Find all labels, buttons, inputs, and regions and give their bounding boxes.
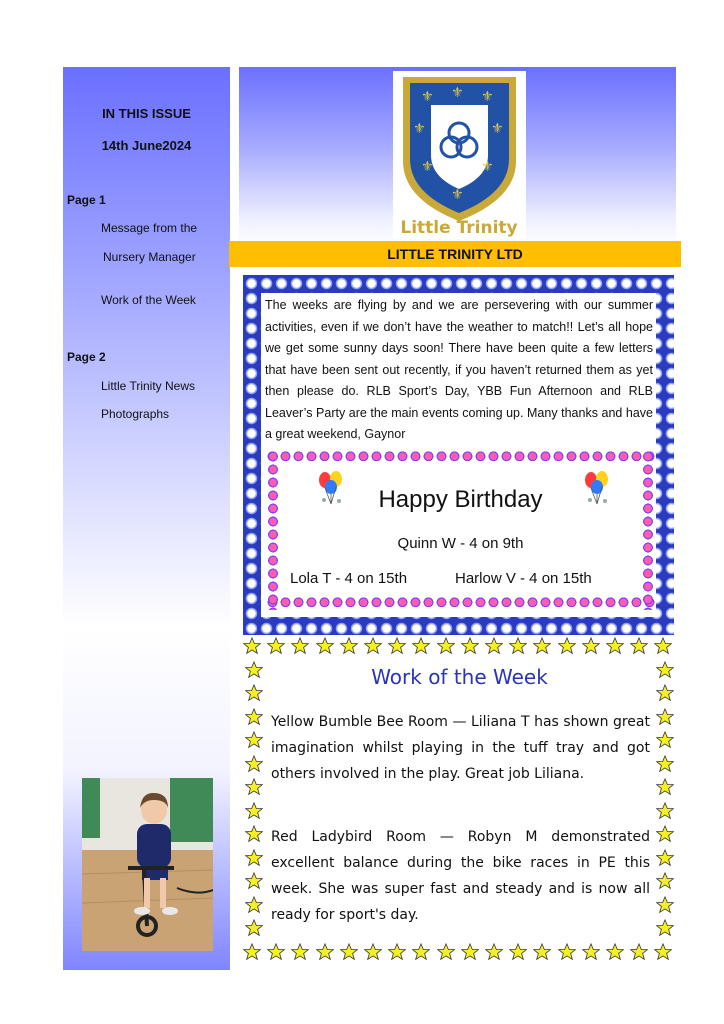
svg-text:⚜: ⚜ [481, 159, 494, 175]
star-icon [243, 943, 261, 961]
svg-text:⚜: ⚜ [451, 187, 464, 203]
svg-text:⚜: ⚜ [491, 121, 504, 137]
star-icon [656, 919, 674, 937]
work-entry: Yellow Bumble Bee Room — Liliana T has shown great imagination whilst playing in the tuff tray and got others involved in the play. Great job Liliana. [271, 714, 650, 782]
work-entry: Red Ladybird Room — Robyn M demonstrated excellent balance during the bike races in PE this week. She was super fast and steady and is now all ready for sport's day. [271, 829, 650, 923]
flower-border-left [266, 450, 280, 610]
star-icon [656, 849, 674, 867]
star-icon [267, 637, 285, 655]
issue-date: 14th June2024 [101, 138, 192, 153]
flower-border-bottom [266, 596, 655, 610]
sidebar [63, 67, 230, 970]
toc-page-1: Page 1 [67, 193, 106, 207]
birthday-entry: Harlow V - 4 on 15th [455, 570, 592, 587]
star-icon [316, 637, 334, 655]
star-icon [245, 708, 263, 726]
star-icon [533, 943, 551, 961]
star-icon [316, 943, 334, 961]
star-icon [245, 802, 263, 820]
star-icon [437, 637, 455, 655]
svg-text:⚜: ⚜ [421, 89, 434, 105]
star-icon [245, 872, 263, 890]
toc-item: Message from the [101, 221, 198, 235]
logo-text: Little Trinity [400, 218, 518, 238]
svg-text:⚜: ⚜ [451, 85, 464, 101]
school-logo [393, 71, 526, 239]
star-icon [243, 637, 261, 655]
birthday-entry: Quinn W - 4 on 9th [397, 535, 524, 552]
star-icon [245, 919, 263, 937]
star-icon [245, 825, 263, 843]
star-icon [461, 943, 479, 961]
star-icon [291, 637, 309, 655]
svg-text:⚜: ⚜ [481, 89, 494, 105]
work-of-week-title: Work of the Week [371, 665, 548, 689]
star-icon [582, 943, 600, 961]
star-icon [245, 896, 263, 914]
star-icon [364, 637, 382, 655]
star-icon [340, 637, 358, 655]
flower-border-right [641, 450, 655, 610]
star-icon [558, 637, 576, 655]
star-icon [656, 825, 674, 843]
star-icon [654, 943, 672, 961]
star-icon [509, 637, 527, 655]
child-bike-photo [82, 778, 213, 951]
star-icon [437, 943, 455, 961]
star-icon [245, 755, 263, 773]
star-icon [630, 637, 648, 655]
toc-page-2: Page 2 [67, 350, 106, 364]
star-icon [606, 637, 624, 655]
svg-text:⚜: ⚜ [421, 159, 434, 175]
star-icon [245, 778, 263, 796]
star-icon [267, 943, 285, 961]
star-icon [656, 872, 674, 890]
star-icon [509, 943, 527, 961]
star-icon [656, 802, 674, 820]
star-icon [364, 943, 382, 961]
star-icon [656, 896, 674, 914]
issue-heading: IN THIS ISSUE [102, 106, 191, 121]
star-icon [533, 637, 551, 655]
star-icon [245, 731, 263, 749]
birthday-title: Happy Birthday [378, 486, 543, 513]
toc-item: Nursery Manager [103, 250, 196, 264]
star-icon [388, 637, 406, 655]
star-icon [461, 637, 479, 655]
birthday-panel [266, 450, 655, 610]
star-icon [656, 708, 674, 726]
star-icon [558, 943, 576, 961]
star-icon [485, 943, 503, 961]
toc-item: Little Trinity News [101, 379, 196, 393]
manager-message: The weeks are flying by and we are persevering with our summer activities, even if we don’t have the weather to match!! Let’s all hope we get some sunny days soon! There have been quite a few letters that have been sent out recently, if you haven’t returned them as yet then please do. RLB Sport’s Day, YBB Fun Afternoon and RLB Leaver’s Party are the main events coming up. Many thanks and have a great weekend, Gaynor [265, 298, 653, 441]
star-icon [582, 637, 600, 655]
star-icon [245, 849, 263, 867]
star-icon [656, 778, 674, 796]
star-icon [630, 943, 648, 961]
star-icon [340, 943, 358, 961]
star-icon [656, 755, 674, 773]
flower-border-top [266, 450, 655, 464]
toc-item: Work of the Week [101, 293, 196, 307]
birthday-entry: Lola T - 4 on 15th [290, 570, 408, 587]
star-icon [654, 637, 672, 655]
star-icon [656, 731, 674, 749]
star-icon [606, 943, 624, 961]
star-icon [291, 943, 309, 961]
toc-item: Photographs [101, 407, 170, 421]
svg-text:⚜: ⚜ [413, 121, 426, 137]
star-icon [485, 637, 503, 655]
company-banner: LITTLE TRINITY LTD [229, 241, 681, 267]
star-icon [412, 943, 430, 961]
star-icon [388, 943, 406, 961]
star-icon [412, 637, 430, 655]
